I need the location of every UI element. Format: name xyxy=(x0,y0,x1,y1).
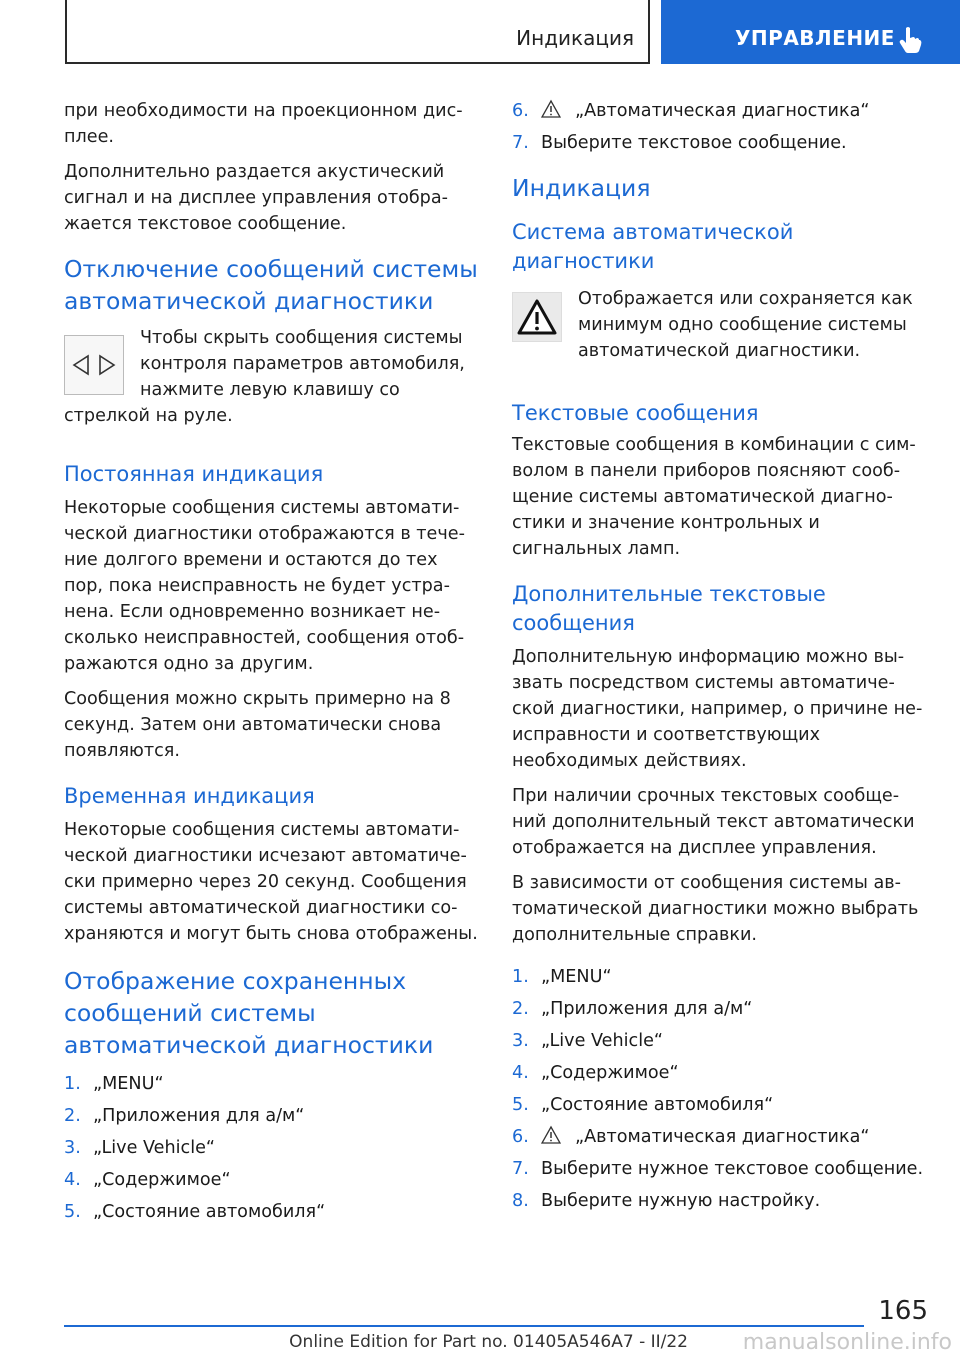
heading-disable-messages: Отключение сообщений системы автоматической диагностики xyxy=(64,255,478,315)
list-item: 5. „Состояние автомобиля“ xyxy=(64,1202,326,1222)
text-messages-paragraph: Текстовые сообщения в комбинации с сим- волом в панели приборов поясняют сооб- щение системы автоматической диагно- стики и значение контрольных и сигнальных ламп. xyxy=(512,435,916,559)
right-column xyxy=(512,98,930,1220)
heading-indication: Индикация xyxy=(512,174,651,202)
heading-auto-diagnosis-system: Система автоматической диагностики xyxy=(512,220,794,273)
warning-triangle-icon xyxy=(541,1125,561,1145)
additional-paragraph: Дополнительную информацию можно вы- звать посредством системы автоматиче- ской диагностики, например, о причине не- исправности и соответствующих необходимых действиях. xyxy=(512,647,923,771)
intro-paragraph: Дополнительно раздается акустический сигнал и на дисплее управления отобра- жается текстовое сообщение. xyxy=(64,162,448,234)
list-item: 3. „Live Vehicle“ xyxy=(512,1031,664,1051)
intro-paragraph: при необходимости на проекционном дис- плее. xyxy=(64,101,463,147)
list-item: 8. Выберите нужную настройку. xyxy=(512,1191,821,1211)
permanent-paragraph: Некоторые сообщения системы автомати- ческой диагностики отображаются в тече- ние долгого времени и остаются до тех пор, пока неисправность не будет устра- нена. Если одновременно возникает не- сколько неисправностей, сообщения отоб- ражаются одно за другим. xyxy=(64,498,465,674)
warning-triangle-icon xyxy=(541,99,561,119)
left-column xyxy=(64,98,479,1231)
list-item: 3. „Live Vehicle“ xyxy=(64,1138,216,1158)
list-item: 7. Выберите текстовое сообщение. xyxy=(512,133,847,153)
heading-stored-messages: Отображение сохраненных сообщений системы автоматической диагностики xyxy=(64,967,434,1059)
list-item: 1. „MENU“ xyxy=(64,1074,164,1094)
additional-steps-list xyxy=(512,964,930,1214)
heading-permanent-display: Постоянная индикация xyxy=(64,462,324,486)
footer-divider xyxy=(64,1325,864,1327)
list-item: 7. Выберите нужное текстовое сообщение. xyxy=(512,1159,924,1179)
warning-triangle-icon xyxy=(512,292,562,342)
header-chapter-tab xyxy=(661,0,960,64)
list-item: 6. „Автоматическая диагностика“ xyxy=(512,1127,870,1147)
watermark: manualsonline.info xyxy=(742,1330,952,1355)
list-item: 5. „Состояние автомобиля“ xyxy=(512,1095,774,1115)
permanent-paragraph: Сообщения можно скрыть примерно на 8 секунд. Затем они автоматически снова появляются. xyxy=(64,689,451,761)
heading-temporary-display: Временная индикация xyxy=(64,784,315,808)
page-number: 165 xyxy=(878,1296,928,1326)
header-section-tab xyxy=(65,0,650,64)
header-section-label: Индикация xyxy=(516,26,634,50)
footer-edition: Online Edition for Part no. 01405A546A7 - II/22 xyxy=(289,1332,688,1352)
system-text: Отображается или сохраняется как минимум одно сообщение системы автоматической диагностики. xyxy=(578,289,913,361)
additional-paragraph: В зависимости от сообщения системы ав- томатической диагностики можно выбрать дополнительные справки. xyxy=(512,873,919,945)
hand-pointer-icon xyxy=(897,26,923,54)
header-chapter-label: УПРАВЛЕНИЕ xyxy=(735,26,895,50)
stored-steps-list xyxy=(64,1071,479,1225)
list-item: 1. „MENU“ xyxy=(512,967,612,987)
list-item: 4. „Содержимое“ xyxy=(512,1063,679,1083)
list-item: 2. „Приложения для а/м“ xyxy=(64,1106,305,1126)
list-item: 2. „Приложения для а/м“ xyxy=(512,999,753,1019)
arrow-keys-icon xyxy=(64,335,124,395)
disable-text: Чтобы скрыть сообщения системы контроля параметров автомобиля, нажмите левую клавишу со стрелкой на руле. xyxy=(64,328,465,426)
heading-additional-messages: Дополнительные текстовые сообщения xyxy=(512,582,826,635)
heading-text-messages: Текстовые сообщения xyxy=(512,401,759,425)
list-item: 4. „Содержимое“ xyxy=(64,1170,231,1190)
continued-steps-list xyxy=(512,98,930,156)
list-item: 6. „Автоматическая диагностика“ xyxy=(512,101,870,121)
temporary-paragraph: Некоторые сообщения системы автомати- ческой диагностики исчезают автоматиче- ски примерно через 20 секунд. Сообщения системы автоматической диагностики со- храняются и могут быть снова отображены. xyxy=(64,820,478,944)
additional-paragraph: При наличии срочных текстовых сообще- ний дополнительный текст автоматически отображается на дисплее управления. xyxy=(512,786,915,858)
